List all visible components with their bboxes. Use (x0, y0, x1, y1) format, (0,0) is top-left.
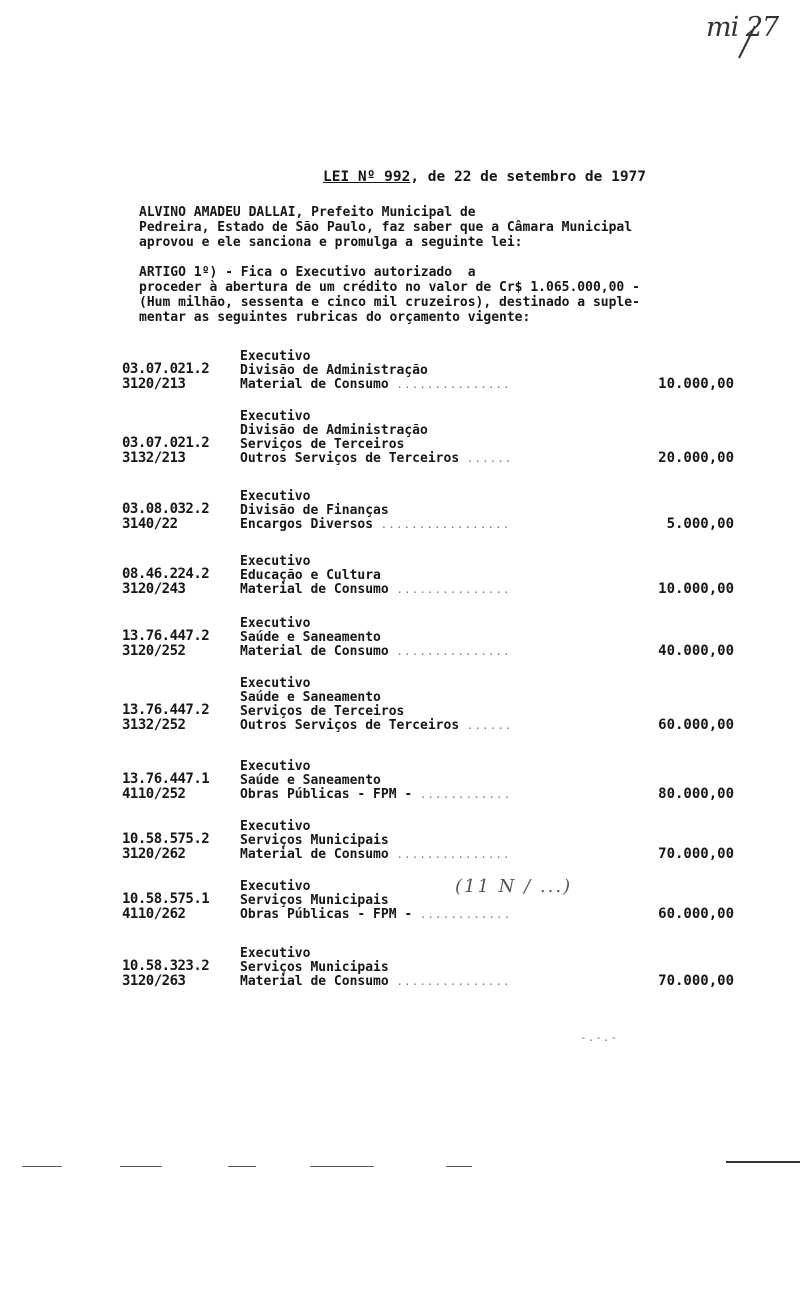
leader-dots: ...... (459, 719, 513, 732)
entry-line: Material de Consumo (240, 377, 389, 392)
economic-code: 3132/213 (122, 450, 186, 466)
entry-codes (122, 892, 242, 922)
entry-description (240, 820, 630, 862)
continuation-mark: -.-.- (580, 1031, 619, 1044)
entry-codes (122, 362, 242, 392)
entry-line: Executivo (240, 409, 311, 424)
entry-codes (122, 567, 242, 597)
leader-dots: ............... (388, 975, 511, 988)
entry-line: Executivo (240, 616, 311, 631)
economic-code: 3140/22 (122, 516, 178, 532)
functional-code: 13.76.447.2 (122, 628, 210, 644)
article-paragraph: ARTIGO 1º) - Fica o Executivo autorizado a proceder à abertura de um crédito no valor de Cr$ 1.065.000,00 - (Hum milhão, sessenta e cinco mil cruzeiros), destinado a suple- mentar as seguintes rubricas do orçamento vigente: (139, 265, 640, 325)
entry-value: 70.000,00 (658, 846, 734, 862)
entry-codes (122, 436, 242, 466)
entry-line: Executivo (240, 819, 311, 834)
entry-line: Material de Consumo (240, 847, 389, 862)
bottom-rule (22, 1166, 62, 1167)
entry-line: Material de Consumo (240, 582, 389, 597)
entry-codes (122, 959, 242, 989)
entry-description (240, 760, 630, 802)
entry-codes (122, 772, 242, 802)
leader-dots: ............... (388, 848, 511, 861)
economic-code: 3120/252 (122, 643, 186, 659)
entry-line: Saúde e Saneamento (240, 630, 381, 645)
entry-line: Executivo (240, 554, 311, 569)
entry-line: Divisão de Administração (240, 423, 428, 438)
leader-dots: ............... (388, 583, 511, 596)
law-title (323, 169, 646, 185)
entry-description (240, 350, 630, 392)
entry-codes (122, 502, 242, 532)
functional-code: 03.08.032.2 (122, 501, 210, 517)
entry-line: Encargos Diversos (240, 517, 374, 532)
bottom-rule-right (726, 1161, 800, 1163)
leader-dots: ...... (459, 452, 513, 465)
entry-line: Executivo (240, 349, 311, 364)
functional-code: 03.07.021.2 (122, 435, 210, 451)
bottom-rule (228, 1166, 256, 1167)
economic-code: 3120/263 (122, 973, 186, 989)
entry-line: Educação e Cultura (240, 568, 381, 583)
law-number: LEI Nº 992 (323, 169, 411, 185)
entry-value: 60.000,00 (658, 906, 734, 922)
entry-line: Material de Consumo (240, 644, 389, 659)
entry-line: Executivo (240, 946, 311, 961)
entry-line: Executivo (240, 879, 311, 894)
stamp-mark: (11 N / ...) (455, 876, 573, 897)
entry-line: Saúde e Saneamento (240, 773, 381, 788)
economic-code: 4110/252 (122, 786, 186, 802)
leader-dots: ............... (388, 378, 511, 391)
entry-codes (122, 832, 242, 862)
entry-description (240, 490, 630, 532)
entry-line: Serviços Municipais (240, 833, 389, 848)
signature-stroke-icon (733, 24, 759, 60)
entry-line: Divisão de Administração (240, 363, 428, 378)
bottom-rule (446, 1166, 472, 1167)
entry-value: 80.000,00 (658, 786, 734, 802)
functional-code: 10.58.323.2 (122, 958, 210, 974)
entry-description (240, 617, 630, 659)
economic-code: 3120/213 (122, 376, 186, 392)
entry-value: 40.000,00 (658, 643, 734, 659)
entry-description (240, 410, 630, 466)
functional-code: 13.76.447.2 (122, 702, 210, 718)
entry-line: Executivo (240, 676, 311, 691)
entry-line: Outros Serviços de Terceiros (240, 718, 460, 733)
leader-dots: ............ (412, 788, 512, 801)
entry-line: Outros Serviços de Terceiros (240, 451, 460, 466)
entry-codes (122, 629, 242, 659)
entry-line: Serviços de Terceiros (240, 437, 405, 452)
entry-line: Serviços de Terceiros (240, 704, 405, 719)
leader-dots: ................. (373, 518, 511, 531)
entry-line: Executivo (240, 489, 311, 504)
entry-value: 20.000,00 (658, 450, 734, 466)
handwritten-signature: mi 27 (706, 12, 779, 43)
entry-value: 10.000,00 (658, 376, 734, 392)
economic-code: 4110/262 (122, 906, 186, 922)
entry-line: Saúde e Saneamento (240, 690, 381, 705)
entry-description (240, 947, 630, 989)
bottom-rule (310, 1166, 374, 1167)
entry-line: Obras Públicas - FPM - (240, 787, 413, 802)
economic-code: 3120/243 (122, 581, 186, 597)
entry-line: Executivo (240, 759, 311, 774)
entry-line: Divisão de Finanças (240, 503, 389, 518)
entry-line: Serviços Municipais (240, 960, 389, 975)
functional-code: 10.58.575.2 (122, 831, 210, 847)
entry-line: Serviços Municipais (240, 893, 389, 908)
bottom-rule (120, 1166, 162, 1167)
functional-code: 08.46.224.2 (122, 566, 210, 582)
entry-line: Obras Públicas - FPM - (240, 907, 413, 922)
functional-code: 03.07.021.2 (122, 361, 210, 377)
law-date: , de 22 de setembro de 1977 (410, 169, 647, 185)
entry-description (240, 555, 630, 597)
entry-value: 60.000,00 (658, 717, 734, 733)
entry-line: Material de Consumo (240, 974, 389, 989)
entry-value: 5.000,00 (666, 516, 734, 532)
leader-dots: ............... (388, 645, 511, 658)
functional-code: 10.58.575.1 (122, 891, 210, 907)
entry-description (240, 677, 630, 733)
functional-code: 13.76.447.1 (122, 771, 210, 787)
economic-code: 3120/262 (122, 846, 186, 862)
preamble-paragraph: ALVINO AMADEU DALLAI, Prefeito Municipal de Pedreira, Estado de São Paulo, faz saber que a Câmara Municipal aprovou e ele sanciona e promulga a seguinte lei: (139, 205, 633, 250)
entry-codes (122, 703, 242, 733)
economic-code: 3132/252 (122, 717, 186, 733)
entry-value: 70.000,00 (658, 973, 734, 989)
leader-dots: ............ (412, 908, 512, 921)
entry-value: 10.000,00 (658, 581, 734, 597)
